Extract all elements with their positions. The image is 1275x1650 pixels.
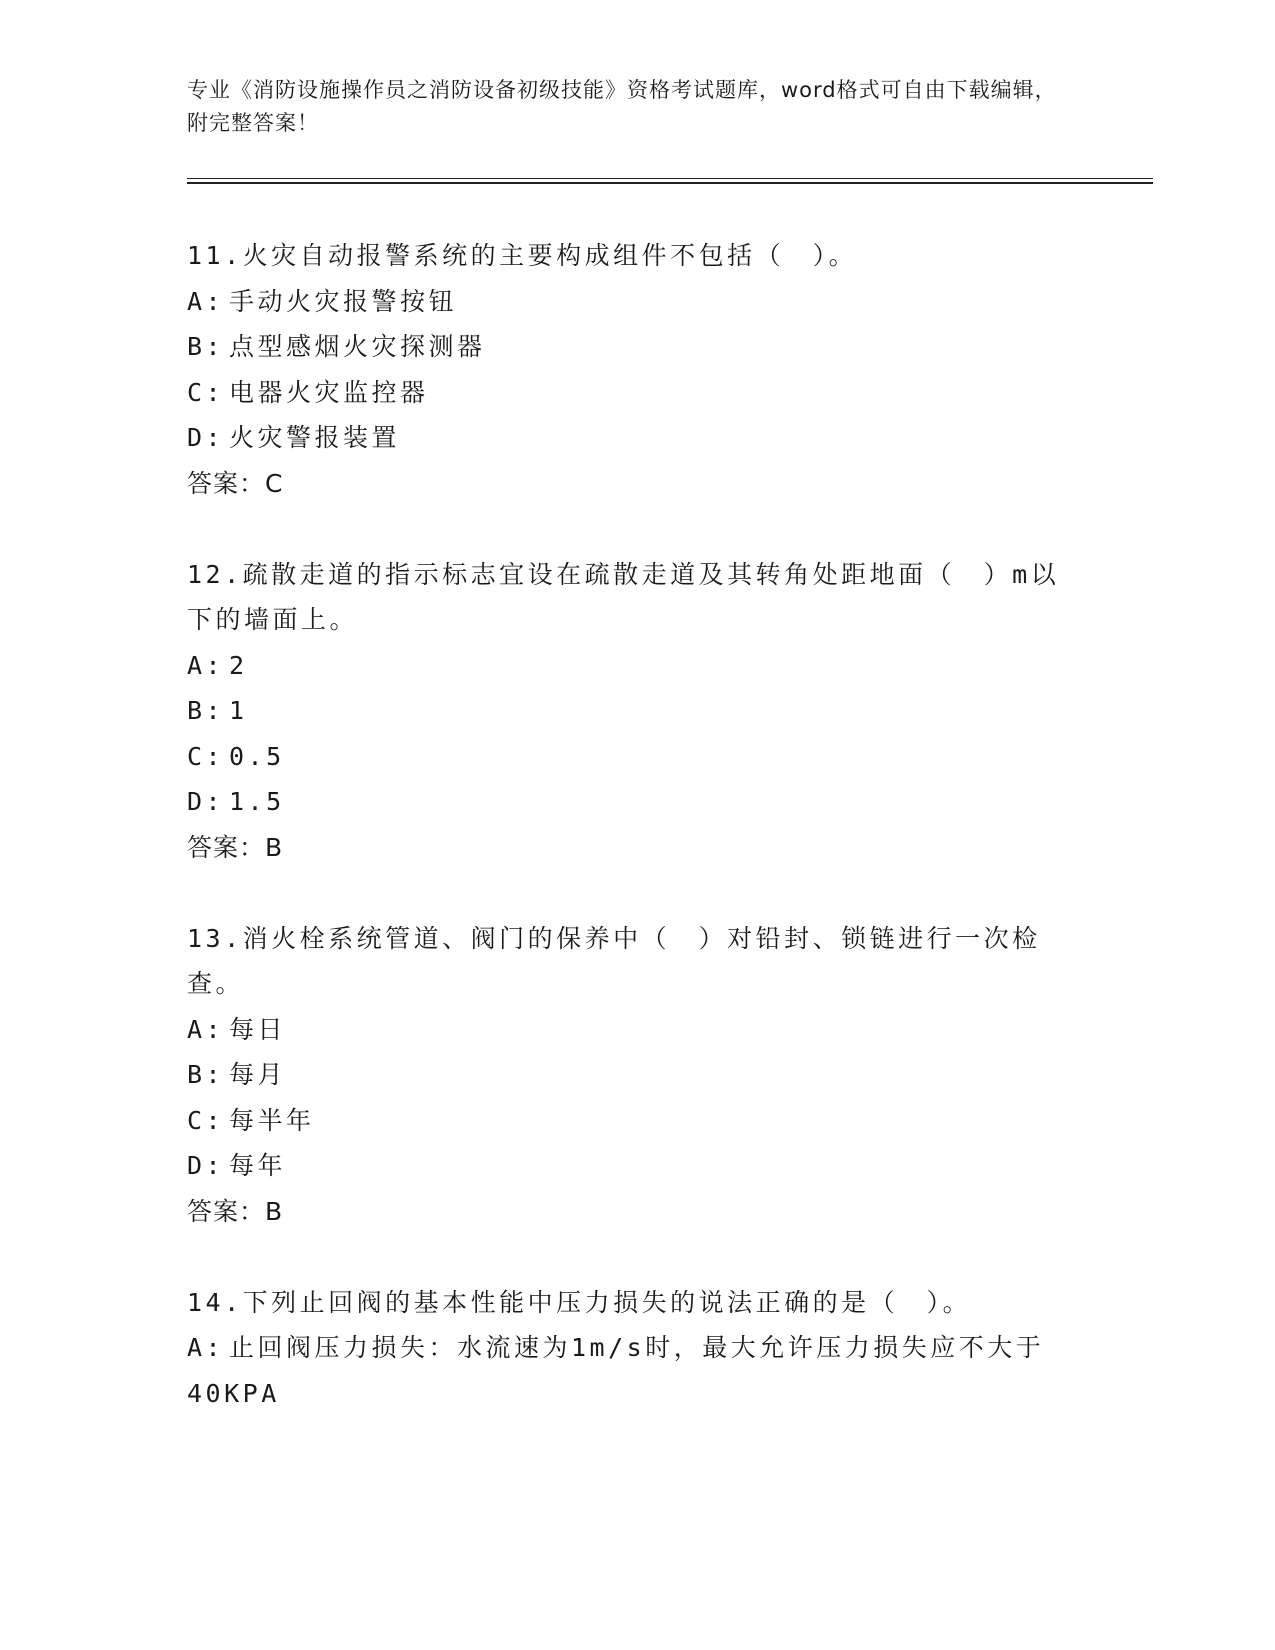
option-text: 点型感烟火灾探测器 xyxy=(229,332,486,361)
answer-line: 答案：B xyxy=(187,1196,284,1226)
option-text: 每年 xyxy=(229,1151,287,1180)
option-text: 0.5 xyxy=(229,741,285,771)
question-stem: 14.下列止回阀的基本性能中压力损失的说法正确的是（ ）。 xyxy=(187,1287,972,1317)
option-a xyxy=(187,643,1087,689)
spacer xyxy=(187,870,1087,916)
option-key: B: xyxy=(187,696,225,725)
option-b xyxy=(187,324,1087,370)
question-stem: 13.消火栓系统管道、阀门的保养中（ ）对铅封、锁链进行一次检查。 xyxy=(187,923,1041,998)
option-key: C: xyxy=(187,741,225,771)
option-text: 火灾警报装置 xyxy=(229,423,401,452)
header-divider-thin xyxy=(187,178,1153,179)
question-stem: 12.疏散走道的指示标志宜设在疏散走道及其转角处距地面（ ）m以下的墙面上。 xyxy=(187,559,1060,634)
spacer xyxy=(187,506,1087,552)
option-key: A: xyxy=(187,650,225,680)
option-text: 2 xyxy=(229,650,248,680)
option-text: 每日 xyxy=(229,1014,287,1044)
option-a xyxy=(187,279,1087,325)
option-key: D: xyxy=(187,423,225,452)
question-13 xyxy=(187,916,1087,1235)
option-c xyxy=(187,370,1087,416)
option-c xyxy=(187,734,1087,780)
option-text: 每月 xyxy=(229,1060,287,1089)
option-d xyxy=(187,1143,1087,1189)
option-key: A: xyxy=(187,1333,225,1362)
spacer xyxy=(187,1234,1087,1280)
option-d xyxy=(187,415,1087,461)
option-key: D: xyxy=(187,1151,225,1180)
header-divider-thick xyxy=(187,182,1153,184)
option-key: A: xyxy=(187,1014,225,1044)
document-header: 专业《消防设施操作员之消防设备初级技能》资格考试题库，word格式可自由下载编辑，附完整答案！ xyxy=(187,78,1057,135)
option-text: 手动火灾报警按钮 xyxy=(229,286,458,316)
answer-line: 答案：B xyxy=(187,832,284,862)
option-key: A: xyxy=(187,286,225,316)
option-text: 每半年 xyxy=(229,1105,315,1135)
option-c xyxy=(187,1098,1087,1144)
option-key: C: xyxy=(187,1105,225,1135)
answer-line: 答案：C xyxy=(187,468,284,498)
option-text: 止回阀压力损失：水流速为1m/s时，最大允许压力损失应不大于40KPA xyxy=(187,1333,1045,1408)
question-12 xyxy=(187,552,1087,871)
option-text: 1.5 xyxy=(229,787,285,816)
question-14 xyxy=(187,1280,1087,1417)
option-b xyxy=(187,688,1087,734)
option-d xyxy=(187,779,1087,825)
question-11 xyxy=(187,233,1087,506)
option-key: D: xyxy=(187,787,225,816)
option-a xyxy=(187,1007,1087,1053)
option-key: C: xyxy=(187,377,225,407)
option-key: B: xyxy=(187,1060,225,1089)
question-stem: 11.火灾自动报警系统的主要构成组件不包括（ ）。 xyxy=(187,241,858,270)
option-text: 1 xyxy=(229,696,248,725)
option-b xyxy=(187,1052,1087,1098)
option-key: B: xyxy=(187,332,225,361)
option-text: 电器火灾监控器 xyxy=(229,377,429,407)
option-a xyxy=(187,1325,1087,1416)
question-list xyxy=(187,233,1087,1416)
